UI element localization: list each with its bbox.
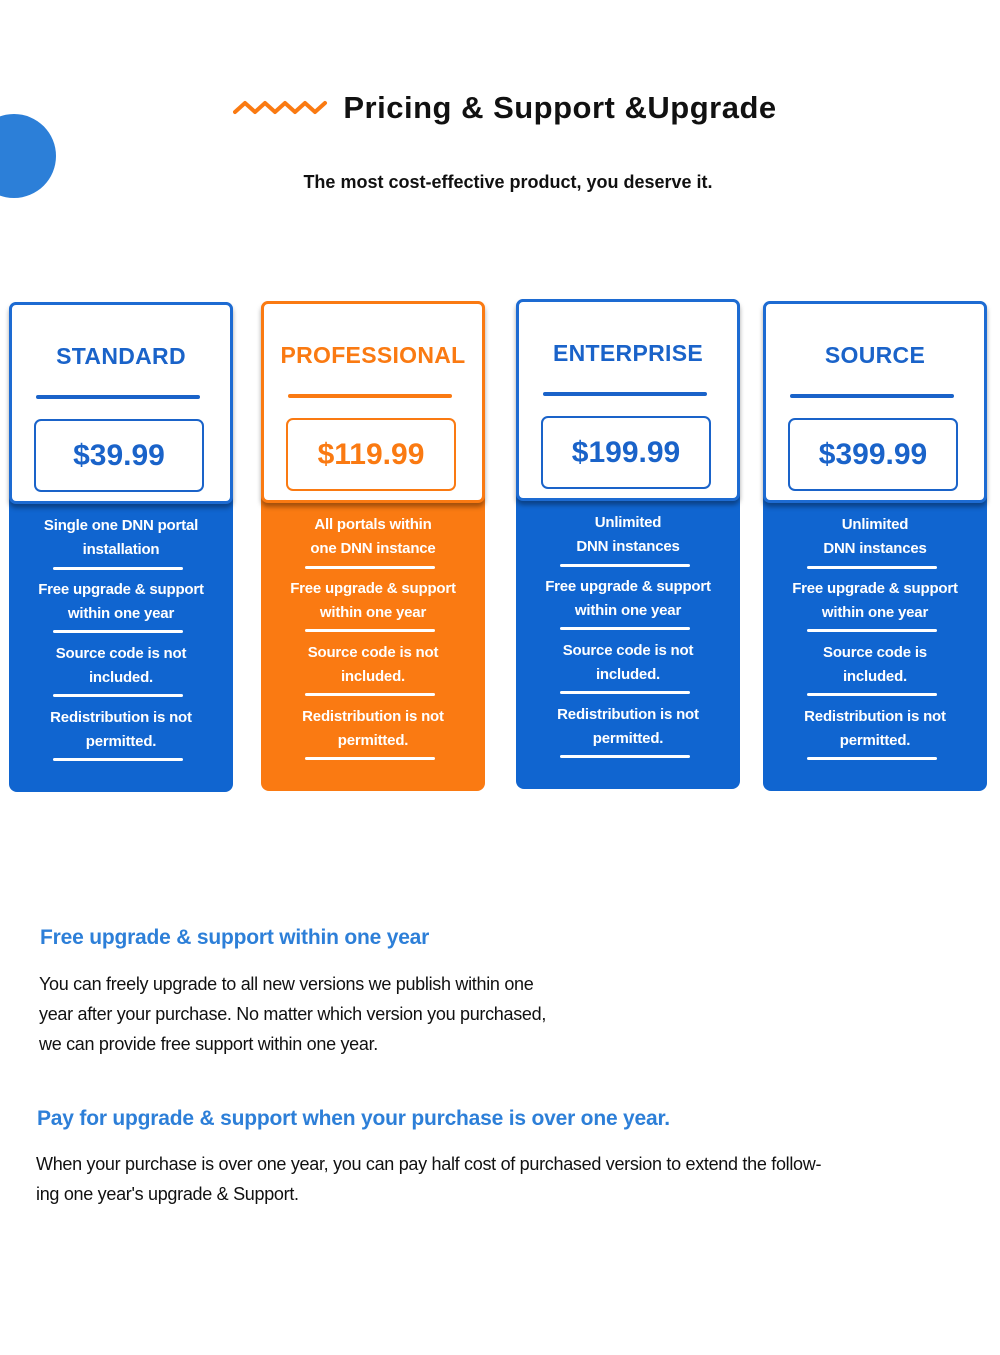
section-heading-free-upgrade: Free upgrade & support within one year [40, 926, 430, 949]
feature-item: Redistribution is not permitted. [9, 706, 233, 754]
feature-item: Source code is not included. [516, 639, 740, 687]
divider [36, 395, 200, 399]
page-title: Pricing & Support &Upgrade [343, 90, 777, 125]
feature-item: Redistribution is not permitted. [516, 703, 740, 751]
feature-item: Free upgrade & support within one year [763, 577, 987, 625]
feature-item: Source code is included. [763, 641, 987, 689]
feature-item: Redistribution is not permitted. [261, 705, 485, 753]
paragraph-line: You can freely upgrade to all new versions we publish within one [39, 974, 534, 994]
feature-item: Single one DNN portal installation [9, 514, 233, 562]
plan-name: SOURCE [824, 342, 926, 368]
page-header [0, 86, 1000, 130]
zigzag-icon [233, 98, 329, 118]
feature-list [763, 513, 987, 769]
plan-card-professional [261, 301, 485, 791]
feature-item: Free upgrade & support within one year [9, 578, 233, 626]
feature-item: Free upgrade & support within one year [261, 577, 485, 625]
plan-name: PROFESSIONAL [280, 342, 466, 368]
plan-header [261, 301, 485, 503]
section-heading-paid-upgrade: Pay for upgrade & support when your purchase is over one year. [37, 1107, 670, 1130]
feature-list [516, 511, 740, 767]
price-box: $39.99 [34, 419, 204, 492]
divider [790, 394, 954, 398]
feature-item: Redistribution is not permitted. [763, 705, 987, 753]
paragraph-line: When your purchase is over one year, you can pay half cost of purchased version to extend the follow- [36, 1154, 822, 1174]
plan-card-enterprise [516, 299, 740, 789]
divider [288, 394, 452, 398]
plan-name: STANDARD [56, 343, 186, 369]
plan-header [9, 302, 233, 504]
paragraph-line: ing one year's upgrade & Support. [36, 1184, 299, 1204]
feature-list [261, 513, 485, 769]
feature-item: Unlimited DNN instances [516, 511, 740, 559]
feature-list [9, 514, 233, 770]
plan-header [763, 301, 987, 503]
price-box: $119.99 [286, 418, 456, 491]
plan-card-source [763, 301, 987, 791]
plan-name: ENTERPRISE [553, 340, 703, 366]
price-box: $399.99 [788, 418, 958, 491]
paragraph-line: year after your purchase. No matter which version you purchased, [39, 1004, 547, 1024]
plan-header [516, 299, 740, 501]
section-body-free-upgrade [39, 969, 599, 1059]
tagline: The most cost-effective product, you deserve it. [303, 172, 713, 192]
section-body-paid-upgrade [36, 1149, 936, 1209]
paragraph-line: we can provide free support within one year. [39, 1034, 379, 1054]
feature-item: Source code is not included. [261, 641, 485, 689]
price-box: $199.99 [541, 416, 711, 489]
feature-item: Unlimited DNN instances [763, 513, 987, 561]
feature-item: Free upgrade & support within one year [516, 575, 740, 623]
plan-card-standard [9, 302, 233, 792]
feature-item: Source code is not included. [9, 642, 233, 690]
divider [543, 392, 707, 396]
feature-item: All portals within one DNN instance [261, 513, 485, 561]
